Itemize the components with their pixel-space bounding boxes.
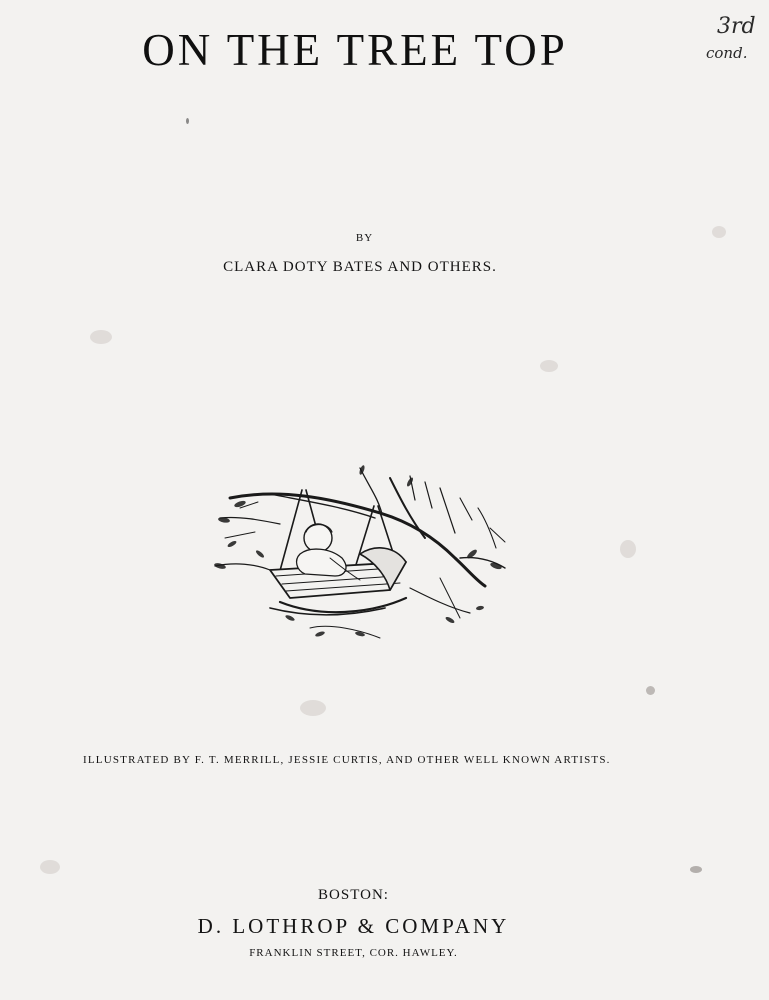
paper-speckle (540, 360, 558, 372)
publisher-address: FRANKLIN STREET, COR. HAWLEY. (249, 947, 458, 959)
paper-speckle (300, 700, 326, 716)
author-line: CLARA DOTY BATES AND OTHERS. (223, 259, 497, 275)
cradle-illustration (210, 458, 510, 648)
paper-speckle (690, 866, 702, 873)
paper-speckle (186, 118, 189, 124)
handwritten-note-edition: 3rd (717, 14, 756, 39)
paper-speckle (620, 540, 636, 558)
by-line: BY (355, 232, 374, 244)
paper-speckle (40, 860, 60, 874)
paper-speckle (646, 686, 655, 695)
publisher-name: D. LOTHROP & COMPANY (197, 914, 510, 938)
book-title: ON THE TREE TOP (142, 25, 568, 75)
paper-speckle (90, 330, 112, 344)
handwritten-note-condition: cond. (706, 44, 748, 62)
illustrator-credits: ILLUSTRATED BY F. T. MERRILL, JESSIE CURTIS, AND OTHER WELL KNOWN ARTISTS. (83, 754, 611, 766)
publication-city: BOSTON: (318, 887, 389, 903)
